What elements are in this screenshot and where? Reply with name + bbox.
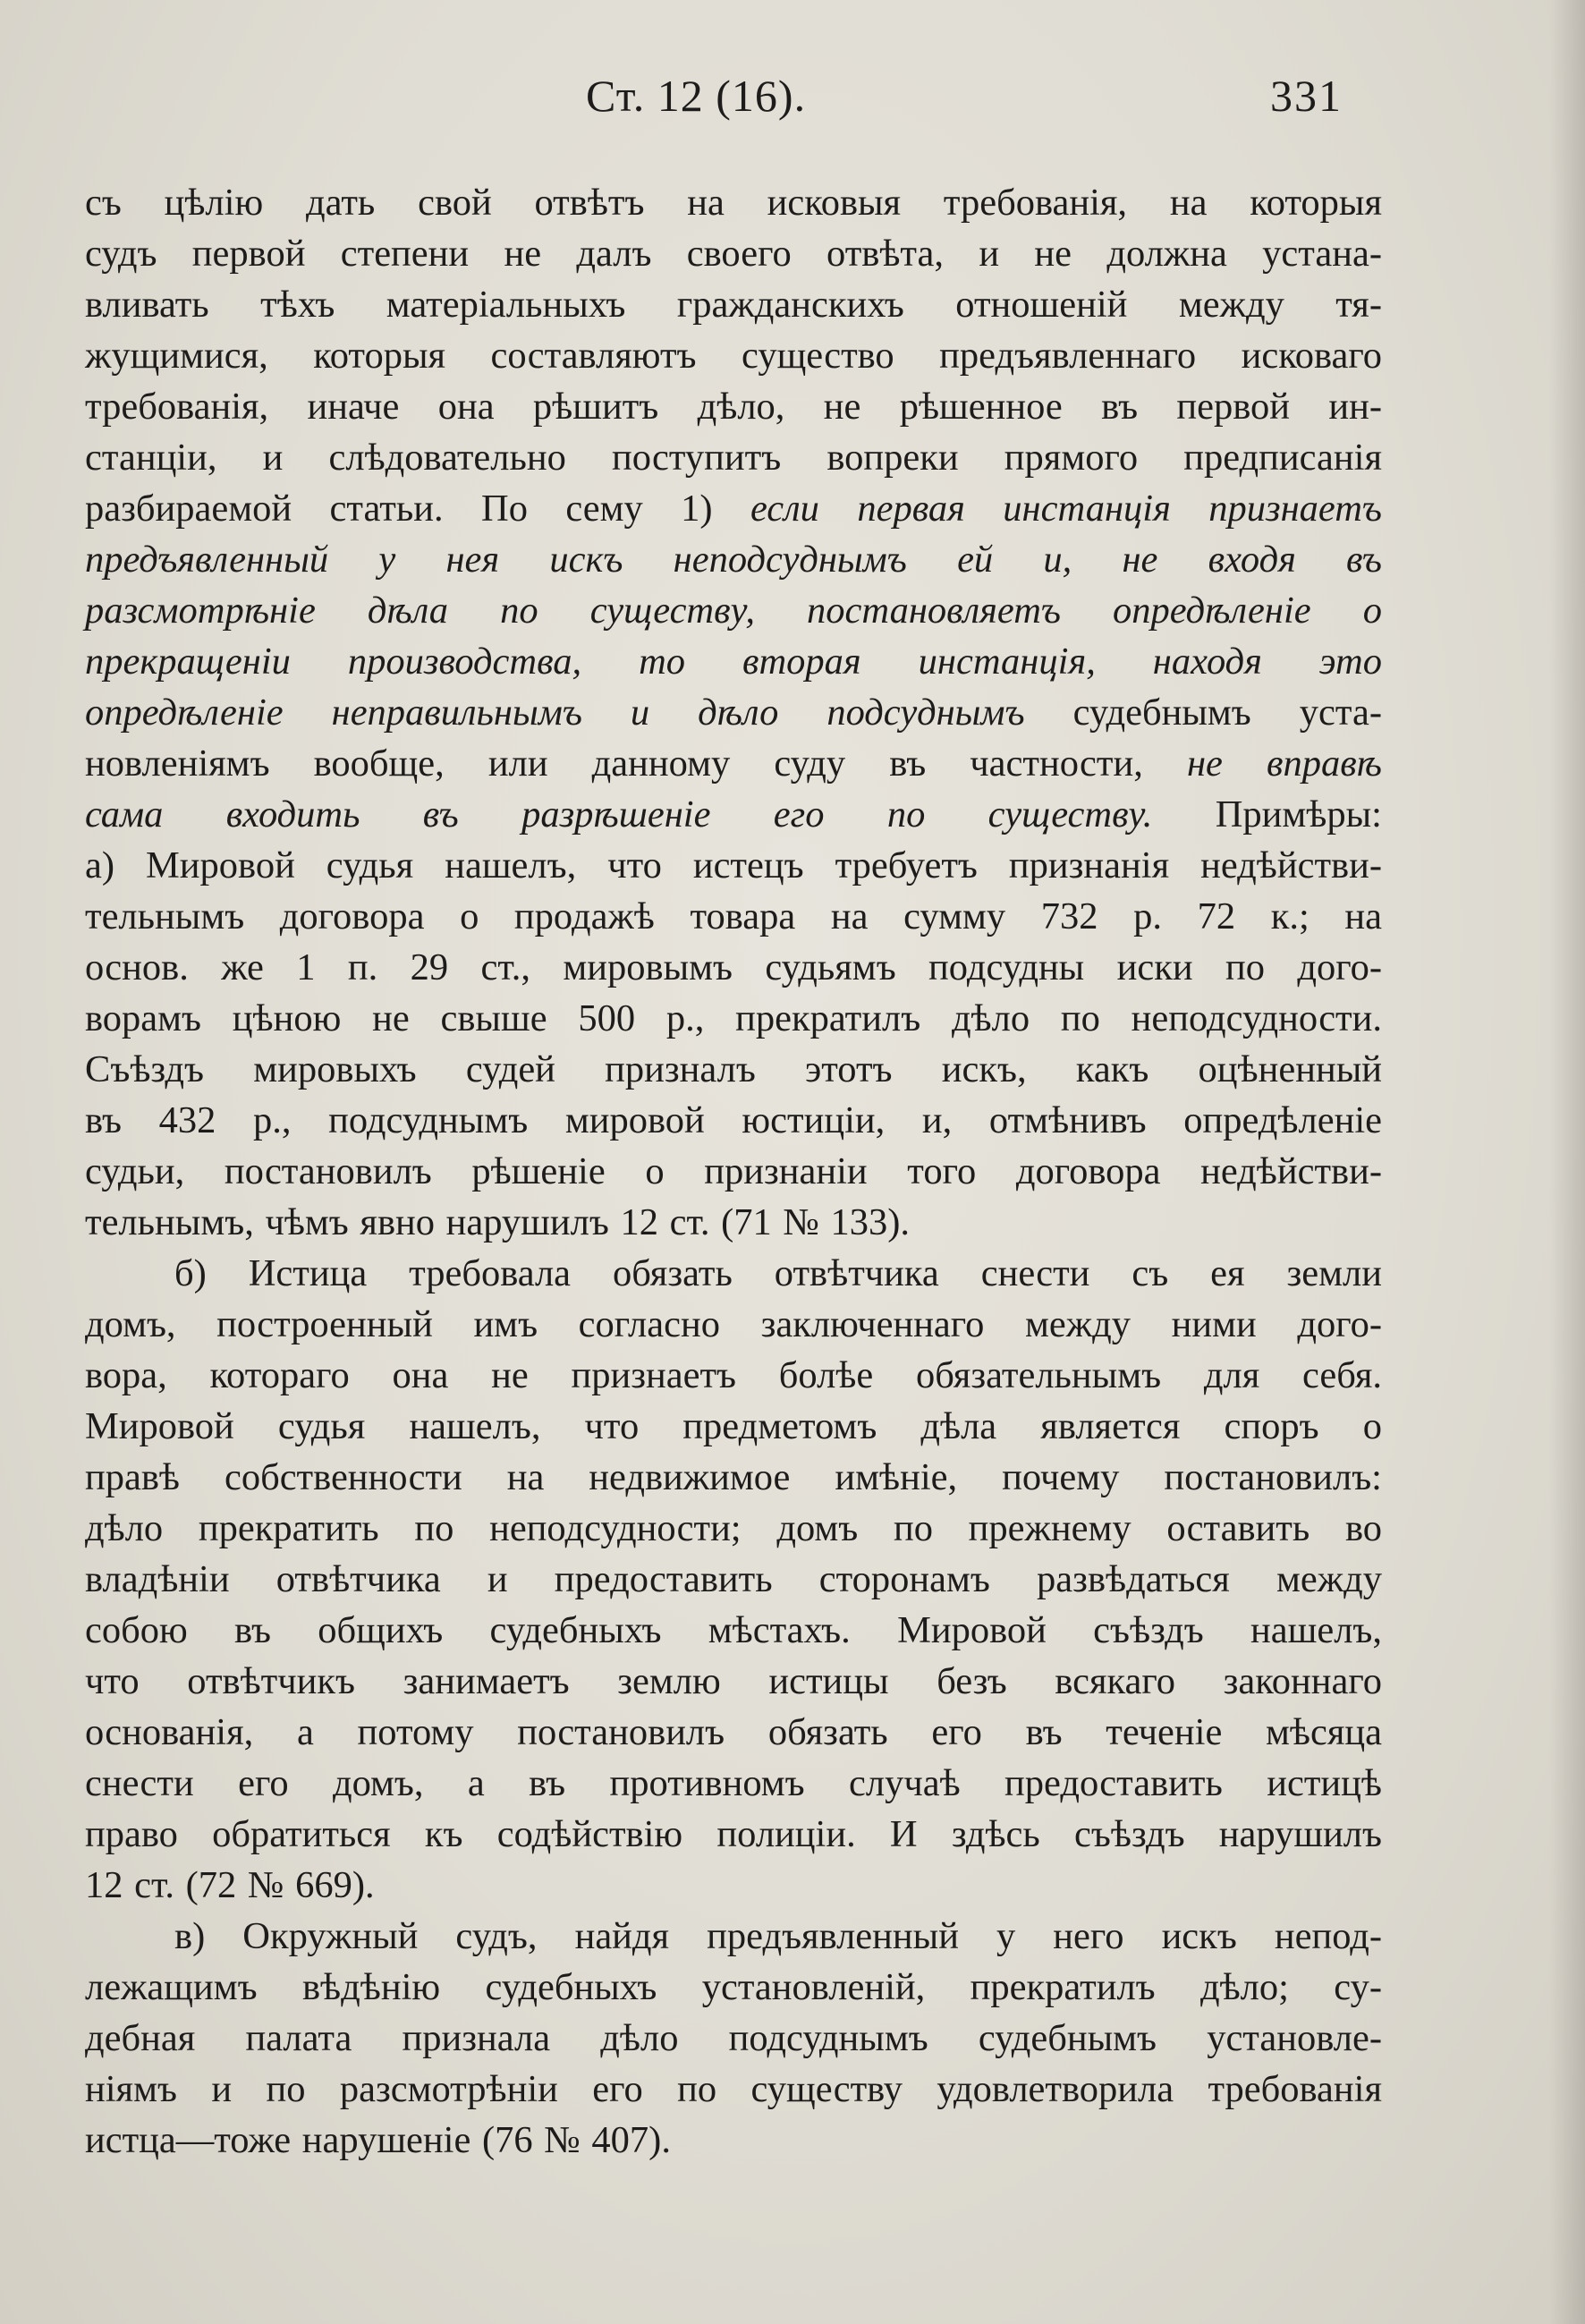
text-segment: снести его домъ, а въ противномъ случаѣ предоставить истицѣ — [85, 1762, 1382, 1804]
text-line — [85, 1707, 1382, 1758]
italic-text-segment: если первая инстанція признаетъ — [750, 488, 1382, 530]
text-line — [85, 1911, 1382, 1962]
text-line — [85, 1452, 1382, 1503]
italic-text-segment: предъявленный у нея искъ неподсуднымъ ей и, не входя въ — [85, 539, 1382, 581]
text-line — [85, 432, 1382, 483]
text-segment: основанія, а потому постановилъ обязать его въ теченіе мѣсяца — [85, 1711, 1382, 1753]
text-segment: владѣніи отвѣтчика и предоставить сторонамъ развѣдаться между — [85, 1558, 1382, 1600]
text-segment: Съѣздъ мировыхъ судей призналъ этотъ искъ, какъ оцѣненный — [85, 1048, 1382, 1090]
text-segment: а) Мировой судья нашелъ, что истецъ требуетъ признанія недѣйстви- — [85, 844, 1382, 886]
text-line — [85, 2013, 1382, 2064]
text-line — [85, 483, 1382, 534]
text-line — [85, 789, 1382, 840]
text-line — [85, 1656, 1382, 1707]
text-segment: что отвѣтчикъ занимаетъ землю истицы безъ всякаго законнаго — [85, 1660, 1382, 1702]
text-line — [85, 534, 1382, 585]
text-segment: ворамъ цѣною не свыше 500 р., прекратилъ дѣло по неподсудности. — [85, 997, 1382, 1039]
text-line — [85, 1554, 1382, 1605]
text-segment: основ. же 1 п. 29 ст., мировымъ судьямъ подсудны иски по дого- — [85, 946, 1382, 988]
text-line — [85, 177, 1382, 228]
page-edge-shadow — [1549, 0, 1585, 2324]
text-segment: вора, котораго она не признаетъ болѣе обязательнымъ для себя. — [85, 1354, 1382, 1396]
text-line — [85, 1350, 1382, 1401]
text-segment: Мировой судья нашелъ, что предметомъ дѣла является споръ о — [85, 1405, 1382, 1447]
italic-text-segment: разсмотрѣніе дѣла по существу, постановляетъ опредѣленіе о — [85, 589, 1382, 632]
running-head-title: Ст. 12 (16). — [586, 71, 807, 121]
text-line — [85, 1299, 1382, 1350]
running-head — [0, 70, 1585, 132]
text-line — [85, 2064, 1382, 2115]
text-line — [85, 891, 1382, 942]
text-segment: дѣло прекратить по неподсудности; домъ по прежнему оставить во — [85, 1507, 1382, 1549]
text-line — [85, 228, 1382, 279]
text-segment: б) Истица требовала обязать отвѣтчика снести съ ея земли — [174, 1252, 1382, 1294]
text-segment: судъ первой степени не далъ своего отвѣта, и не должна устана- — [85, 233, 1382, 275]
text-segment: 12 ст. (72 № 669). — [85, 1864, 375, 1906]
text-line — [85, 2115, 1382, 2166]
text-line — [85, 1809, 1382, 1860]
body-text — [85, 177, 1382, 2166]
text-line — [85, 687, 1382, 738]
text-segment: собою въ общихъ судебныхъ мѣстахъ. Мировой съѣздъ нашелъ, — [85, 1609, 1382, 1651]
text-segment: разбираемой статьи. По сему 1) — [85, 488, 750, 530]
text-segment: ніямъ и по разсмотрѣніи его по существу удовлетворила требованія — [85, 2068, 1382, 2110]
text-line — [85, 1860, 1382, 1911]
text-line — [85, 330, 1382, 381]
italic-text-segment: сама входить въ разрѣшеніе его по существу. — [85, 793, 1216, 835]
italic-text-segment: прекращеніи производства, то вторая инстанція, находя это — [85, 640, 1382, 683]
italic-text-segment: опредѣленіе неправильнымъ и дѣло подсуднымъ — [85, 691, 1073, 734]
text-line — [85, 1962, 1382, 2013]
text-segment: лежащимъ вѣдѣнію судебныхъ установленій, прекратилъ дѣло; су- — [85, 1966, 1382, 2008]
text-line — [85, 1605, 1382, 1656]
italic-text-segment: не вправѣ — [1186, 742, 1382, 785]
text-segment: тельнымъ договора о продажѣ товара на сумму 732 р. 72 к.; на — [85, 895, 1382, 937]
text-segment: станціи, и слѣдовательно поступитъ вопреки прямого предписанія — [85, 437, 1382, 479]
text-segment: правѣ собственности на недвижимое имѣніе, почему постановилъ: — [85, 1456, 1382, 1498]
text-segment: в) Окружный судъ, найдя предъявленный у него искъ непод- — [174, 1915, 1382, 1957]
text-segment: съ цѣлію дать свой отвѣтъ на исковыя требованія, на которыя — [85, 182, 1382, 224]
text-line — [85, 738, 1382, 789]
page-number: 331 — [1270, 71, 1343, 121]
text-line — [85, 1248, 1382, 1299]
text-segment: домъ, построенный имъ согласно заключеннаго между ними дого- — [85, 1303, 1382, 1345]
text-segment: требованія, иначе она рѣшитъ дѣло, не рѣшенное въ первой ин- — [85, 386, 1382, 428]
text-line — [85, 636, 1382, 687]
text-segment: судебнымъ уста- — [1072, 691, 1383, 734]
text-segment: въ 432 р., подсуднымъ мировой юстиціи, и, отмѣнивъ опредѣленіе — [85, 1099, 1382, 1141]
text-segment: право обратиться къ содѣйствію полиціи. И здѣсь съѣздъ нарушилъ — [85, 1813, 1382, 1855]
text-segment: Примѣры: — [1215, 793, 1382, 835]
text-segment: истца—тоже нарушеніе (76 № 407). — [85, 2119, 671, 2161]
text-line — [85, 1503, 1382, 1554]
text-line — [85, 993, 1382, 1044]
text-segment: жущимися, которыя составляютъ существо предъявленнаго исковаго — [85, 335, 1382, 377]
text-line — [85, 1146, 1382, 1197]
text-line — [85, 1044, 1382, 1095]
text-line — [85, 1095, 1382, 1146]
text-segment: тельнымъ, чѣмъ явно нарушилъ 12 ст. (71 № 133). — [85, 1201, 911, 1243]
text-line — [85, 279, 1382, 330]
text-line — [85, 585, 1382, 636]
text-segment: вливать тѣхъ матеріальныхъ гражданскихъ отношеній между тя- — [85, 284, 1382, 326]
text-line — [85, 840, 1382, 891]
text-line — [85, 942, 1382, 993]
text-line — [85, 381, 1382, 432]
text-segment: судьи, постановилъ рѣшеніе о признаніи того договора недѣйстви- — [85, 1150, 1382, 1192]
text-segment: дебная палата признала дѣло подсуднымъ судебнымъ установле- — [85, 2017, 1382, 2059]
text-line — [85, 1401, 1382, 1452]
text-segment: новленіямъ вообще, или данному суду въ частности, — [85, 742, 1187, 785]
text-line — [85, 1758, 1382, 1809]
text-line — [85, 1197, 1382, 1248]
